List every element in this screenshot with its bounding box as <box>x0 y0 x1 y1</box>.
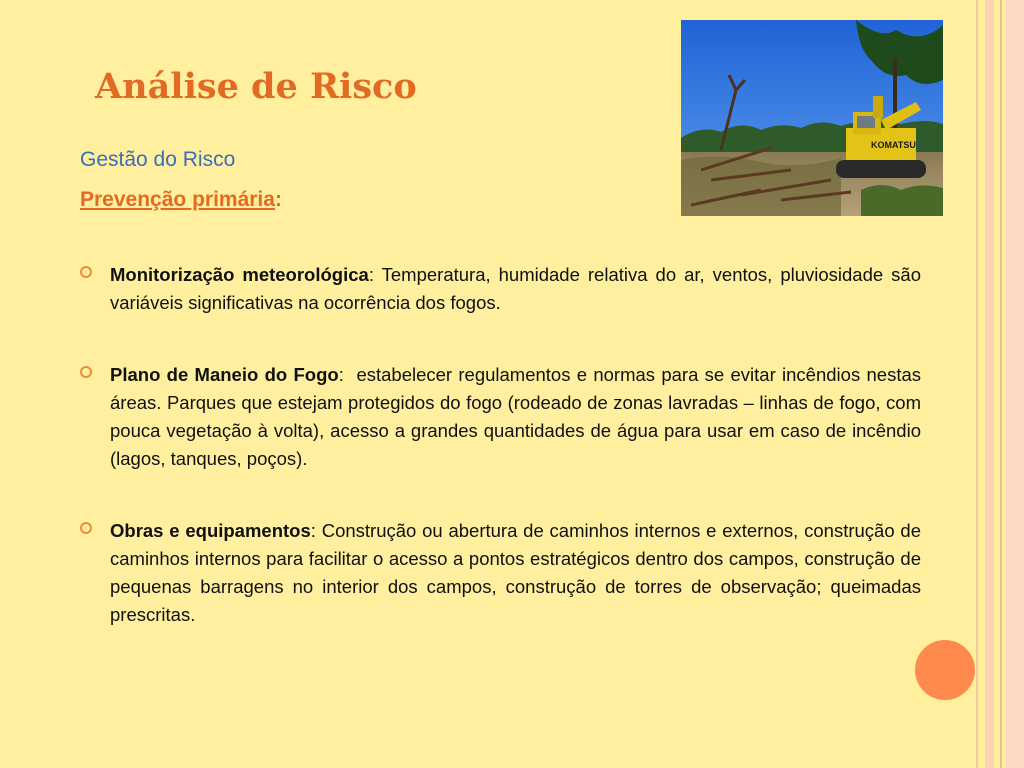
excavator-forest-photo <box>681 20 943 216</box>
slide-title: Análise de Risco <box>95 66 417 107</box>
bullet-separator: : <box>368 264 382 285</box>
machine-brand-label: KOMATSU <box>871 140 916 150</box>
ring-bullet-icon <box>80 266 92 278</box>
bullet-term: Obras e equipamentos <box>110 520 311 541</box>
ring-bullet-icon <box>80 366 92 378</box>
bullet-separator: : <box>338 364 357 385</box>
decor-stripe <box>985 0 994 768</box>
decor-stripe <box>976 0 978 768</box>
bullet-item <box>80 361 927 473</box>
bullet-list <box>80 261 927 673</box>
bullet-separator: : <box>310 520 322 541</box>
decor-stripe <box>1000 0 1002 768</box>
bullet-description: Temperatura, humidade relativa do ar, ventos, pluviosidade são variáveis significativas na ocorrência dos fogos. <box>110 264 921 313</box>
ring-bullet-icon <box>80 522 92 534</box>
decor-stripe <box>1006 0 1024 768</box>
bullet-description: estabelecer regulamentos e normas para se evitar incêndios nestas áreas. Parques que estejam protegidos do fogo (rodeado de zonas lavradas – linhas de fogo, com pouca vegetação à volta), acesso a grandes quantidades de água para usar em caso de incêndio (lagos, tanques, poços). <box>110 364 927 469</box>
decor-circle <box>915 640 975 700</box>
section-heading-colon: : <box>274 188 282 211</box>
slide-subtitle: Gestão do Risco <box>80 148 236 171</box>
bullet-term: Plano de Maneio do Fogo <box>110 364 339 385</box>
section-heading <box>80 188 282 212</box>
section-heading-label: Prevenção primária <box>80 188 275 211</box>
bullet-description: Construção ou abertura de caminhos internos e externos, construção de caminhos internos para facilitar o acesso a pontos estratégicos dentro dos campos, construção de pequenas barragens no interior dos campos, construção de torres de observação; queimadas prescritas. <box>110 520 921 625</box>
bullet-item <box>80 261 921 317</box>
bullet-item <box>80 517 921 629</box>
bullet-term: Monitorização meteorológica <box>110 264 369 285</box>
